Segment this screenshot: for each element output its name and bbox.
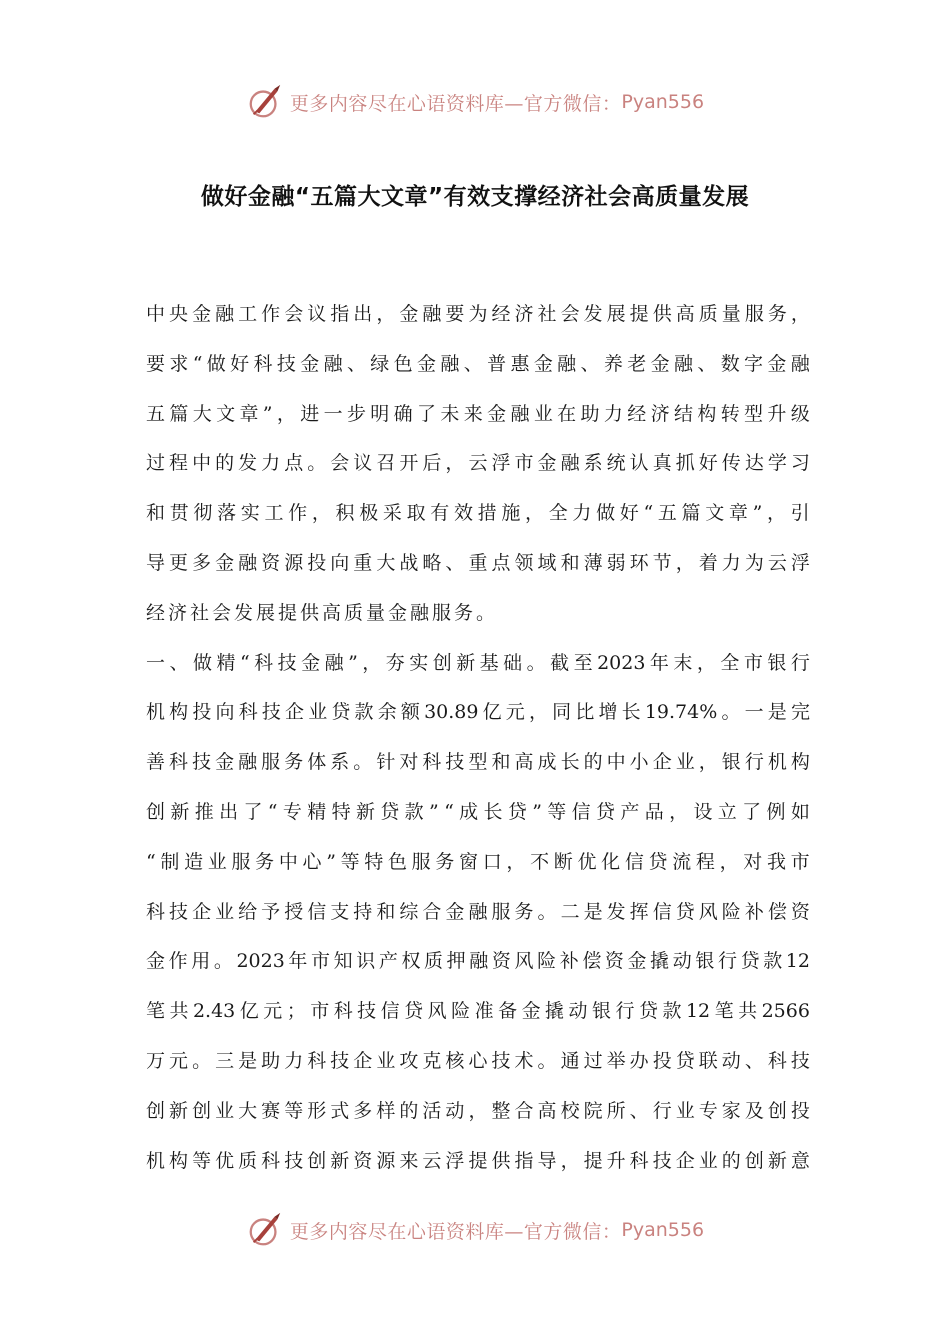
watermark-text: 更多内容尽在心语资料库—官方微信： [289, 1220, 622, 1243]
body-line: 过 程 中 的 发 力 点 。 会 议 召 开 后 ， 云 浮 市 金 融 系 统 认 真 抓 好 传 达 学 习 [146, 452, 810, 475]
body-line: 机 构 等 优 质 科 技 创 新 资 源 来 云 浮 提 供 指 导 ， 提 升 科 技 企 业 的 创 新 意 [146, 1149, 810, 1172]
watermark-banner-top [0, 80, 950, 124]
quill-pen-circle-icon [246, 83, 284, 121]
body-line: 万 元 。 三 是 助 力 科 技 企 业 攻 克 核 心 技 术 。 通 过 举 办 投 贷 联 动 、 科 技 [146, 1049, 810, 1072]
body-line: 善 科 技 金 融 服 务 体 系 。 针 对 科 技 型 和 高 成 长 的 中 小 企 业 ， 银 行 机 构 [146, 751, 810, 774]
body-line: 五 篇 大 文 章 ” ， 进 一 步 明 确 了 未 来 金 融 业 在 助 力 经 济 结 构 转 型 升 级 [146, 402, 810, 425]
body-line: “ 制 造 业 服 务 中 心 ” 等 特 色 服 务 窗 口 ， 不 断 优 化 信 贷 流 程 ， 对 我 市 [146, 850, 810, 873]
watermark-text: 更多内容尽在心语资料库—官方微信： [289, 92, 622, 115]
body-line: 创 新 创 业 大 赛 等 形 式 多 样 的 活 动 ， 整 合 高 校 院 所 、 行 业 专 家 及 创 投 [146, 1099, 810, 1122]
body-line: 中 央 金 融 工 作 会 议 指 出 ， 金 融 要 为 经 济 社 会 发 展 提 供 高 质 量 服 务 ， [146, 303, 810, 325]
body-line: 和 贯 彻 落 实 工 作 ， 积 极 采 取 有 效 措 施 ， 全 力 做 好 “ 五 篇 文 章 ” ， 引 [146, 502, 810, 525]
body-line: 机 构 投 向 科 技 企 业 贷 款 余 额 30.89 亿 元 ， 同 比 增 长 19.74% 。 一 是 完 [146, 701, 810, 724]
body-line: 要 求 “ 做 好 科 技 金 融 、 绿 色 金 融 、 普 惠 金 融 、 养 老 金 融 、 数 字 金 融 [146, 352, 810, 375]
body-line: 一 、 做 精 “ 科 技 金 融 ” ， 夯 实 创 新 基 础 。 截 至 2023 年 末 ， 全 市 银 行 [146, 651, 810, 674]
body-line: 创 新 推 出 了 “ 专 精 特 新 贷 款 ” “ 成 长 贷 ” 等 信 贷 产 品 ， 设 立 了 例 如 [146, 800, 810, 823]
body-line: 金 作 用 。 2023 年 市 知 识 产 权 质 押 融 资 风 险 补 偿 资 金 撬 动 银 行 贷 款 12 [146, 950, 810, 973]
body-line: 科 技 企 业 给 予 授 信 支 持 和 综 合 金 融 服 务 。 二 是 发 挥 信 贷 风 险 补 偿 资 [146, 900, 810, 923]
watermark-wechat-id: Pyan556 [621, 1219, 705, 1241]
watermark-wechat-id: Pyan556 [621, 91, 705, 113]
watermark-banner-bottom [0, 1208, 950, 1252]
document-title: 做好金融“五篇大文章”有效支撑经济社会高质量发展 [200, 184, 750, 210]
body-line: 导 更 多 金 融 资 源 投 向 重 大 战 略 、 重 点 领 域 和 薄 弱 环 节 ， 着 力 为 云 浮 [146, 551, 810, 574]
document-body [146, 290, 810, 1186]
body-line: 经济社会发展提供高质量金融服务。 [146, 601, 499, 624]
quill-pen-circle-icon [246, 1211, 284, 1249]
body-line: 笔 共 2.43 亿 元 ； 市 科 技 信 贷 风 险 准 备 金 撬 动 银 行 贷 款 12 笔 共 2566 [146, 1000, 810, 1023]
